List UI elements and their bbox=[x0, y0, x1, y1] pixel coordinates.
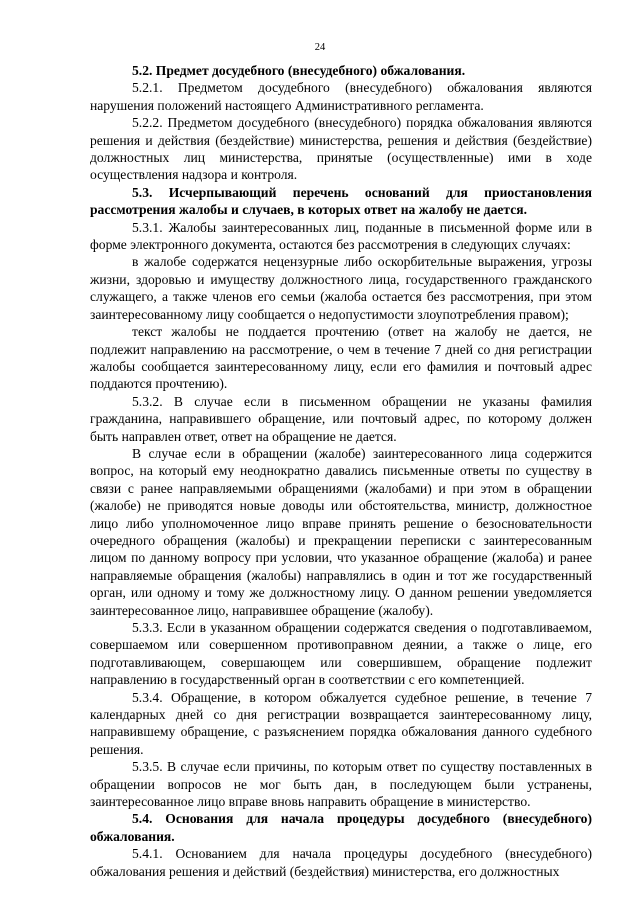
body-paragraph: 5.3.5. В случае если причины, по которым ответ по существу поставленных в обращении вопросов не мог быть дан, в последующем были устранены, заинтересованное лицо вправе вновь направить обращение в министерство. bbox=[90, 759, 592, 810]
document-body bbox=[90, 62, 592, 880]
body-paragraph: 5.3.3. Если в указанном обращении содержатся сведения о подготавливаемом, совершаемом или совершенном противоправном деянии, а также о лице, его подготавливающем, совершающем или совершившем, обращение подлежит направлению в государственный орган в соответствии с его компетенцией. bbox=[90, 620, 592, 688]
body-paragraph: 5.2.1. Предметом досудебного (внесудебного) обжалования являются нарушения положений настоящего Административного регламента. bbox=[90, 80, 592, 113]
body-paragraph: в жалобе содержатся нецензурные либо оскорбительные выражения, угрозы жизни, здоровью и имуществу должностного лица, государственного гражданского служащего, а также членов его семьи (жалоба остается без рассмотрения, при этом заинтересованному лицу сообщается о недопустимости злоупотребления правом); bbox=[90, 254, 592, 322]
body-paragraph: 5.3.4. Обращение, в котором обжалуется судебное решение, в течение 7 календарных дней со дня регистрации возвращается заинтересованному лицу, направившему обращение, с разъяснением порядка обжалования данного судебного решения. bbox=[90, 689, 592, 757]
body-paragraph: текст жалобы не поддается прочтению (ответ на жалобу не дается, не подлежит направлению на рассмотрение, о чем в течение 7 дней со дня регистрации жалобы сообщается заинтересованному лицу, если его фамилия и почтовый адрес поддаются прочтению). bbox=[90, 324, 592, 392]
body-paragraph: 5.4.1. Основанием для начала процедуры досудебного (внесудебного) обжалования решения и действий (бездействия) министерства, его должностных bbox=[90, 846, 592, 879]
body-paragraph: В случае если в обращении (жалобе) заинтересованного лица содержится вопрос, на который ему неоднократно давались письменные ответы по существу в связи с ранее направляемыми обращениями (жалобами) и при этом в обращении (жалобе) не приводятся новые доводы или обстоятельства, министр, должностное лицо либо уполномоченное лицо вправе принять решение о безосновательности очередного обращения (жалобы) и прекращении переписки с заинтересованным лицом по данному вопросу при условии, что указанное обращение (жалоба) и ранее направляемые обращения (жалобы) направлялись в один и тот же государственный орган, или одному и тому же должностному лицу. О данном решении уведомляется заинтересованное лицо, направившее обращение (жалобу). bbox=[90, 445, 592, 618]
section-heading: 5.2. Предмет досудебного (внесудебного) обжалования. bbox=[132, 63, 466, 78]
body-paragraph: 5.2.2. Предметом досудебного (внесудебного) порядка обжалования являются решения и действия (бездействие) министерства, решения и действия (бездействие) должностных лиц министерства, принятые (осуществленные) ими в ходе осуществления надзора и контроля. bbox=[90, 115, 592, 183]
section-heading: 5.4. Основания для начала процедуры досудебного (внесудебного) обжалования. bbox=[90, 811, 592, 844]
body-paragraph: 5.3.2. В случае если в письменном обращении не указаны фамилия гражданина, направившего обращение, или почтовый адрес, по которому должен быть направлен ответ, ответ на обращение не дается. bbox=[90, 393, 592, 444]
body-paragraph: 5.3.1. Жалобы заинтересованных лиц, поданные в письменной форме или в форме электронного документа, остаются без рассмотрения в следующих случаях: bbox=[90, 219, 592, 253]
page-number: 24 bbox=[314, 42, 326, 53]
section-heading: 5.3. Исчерпывающий перечень оснований для приостановления рассмотрения жалобы и случаев, в которых ответ на жалобу не дается. bbox=[90, 184, 592, 218]
